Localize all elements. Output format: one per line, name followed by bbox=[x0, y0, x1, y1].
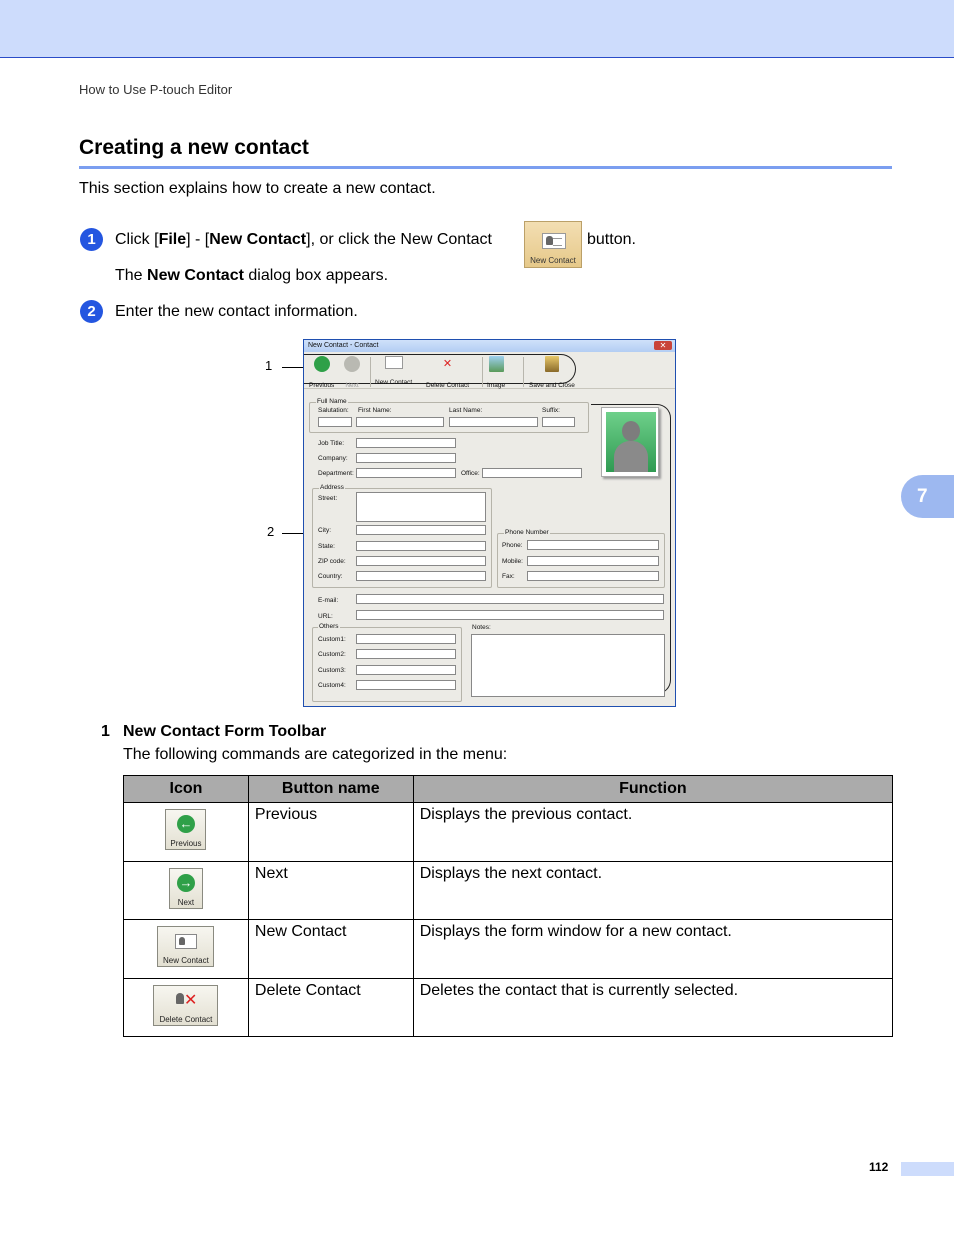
notes-label: Notes: bbox=[472, 624, 491, 631]
function-cell: Deletes the contact that is currently selected. bbox=[413, 979, 892, 1037]
city-field[interactable] bbox=[356, 525, 486, 535]
chapter-tab[interactable]: 7 bbox=[901, 475, 954, 518]
function-cell: Displays the next contact. bbox=[413, 862, 892, 920]
department-field[interactable] bbox=[356, 468, 456, 478]
phone-group-title: Phone Number bbox=[505, 529, 549, 536]
contact-photo[interactable] bbox=[601, 407, 659, 477]
dialog-toolbar bbox=[304, 352, 675, 389]
arrow-left-icon: ← bbox=[177, 815, 195, 833]
others-group-title: Others bbox=[319, 623, 339, 630]
last-name-field[interactable] bbox=[449, 417, 538, 427]
table-row bbox=[124, 920, 893, 979]
toolbar-save-close-button[interactable] bbox=[529, 356, 575, 389]
notes-textarea[interactable] bbox=[471, 634, 665, 697]
button-name-cell: Previous bbox=[248, 803, 413, 862]
button-name-cell: Next bbox=[248, 862, 413, 920]
last-name-label: Last Name: bbox=[449, 407, 483, 414]
item-description: The following commands are categorized in the menu: bbox=[123, 746, 508, 763]
custom3-field[interactable] bbox=[356, 665, 456, 675]
top-header-band bbox=[0, 0, 954, 58]
custom2-field[interactable] bbox=[356, 649, 456, 659]
custom4-field[interactable] bbox=[356, 680, 456, 690]
state-field[interactable] bbox=[356, 541, 486, 551]
mobile-field[interactable] bbox=[527, 556, 659, 566]
toolbar-save-close-label: Save and Close bbox=[529, 382, 575, 389]
address-group-title: Address bbox=[320, 484, 344, 491]
toolbar-image-label: Image bbox=[487, 382, 506, 389]
street-field[interactable] bbox=[356, 492, 486, 522]
city-label: City: bbox=[318, 527, 331, 534]
icon-cell bbox=[124, 979, 249, 1037]
toolbar-new-contact-button[interactable] bbox=[375, 356, 412, 386]
email-label: E-mail: bbox=[318, 597, 339, 604]
callout-1-number: 1 bbox=[265, 358, 273, 373]
custom3-label: Custom3: bbox=[318, 667, 346, 674]
url-label: URL: bbox=[318, 613, 333, 620]
toolbar-separator bbox=[482, 357, 483, 387]
image-icon bbox=[489, 356, 504, 372]
title-divider bbox=[79, 166, 892, 169]
column-header-button-name: Button name bbox=[248, 776, 413, 803]
toolbar-next-label: Next bbox=[345, 382, 359, 389]
street-label: Street: bbox=[318, 495, 338, 502]
callout-2-number: 2 bbox=[267, 524, 275, 539]
arrow-left-icon bbox=[314, 356, 330, 372]
salutation-field[interactable] bbox=[318, 417, 352, 427]
first-name-field[interactable] bbox=[356, 417, 444, 427]
step-1-text-end: button. bbox=[587, 231, 636, 248]
arrow-right-icon: → bbox=[177, 874, 195, 892]
office-field[interactable] bbox=[482, 468, 582, 478]
section-intro: This section explains how to create a new contact. bbox=[79, 180, 436, 197]
mobile-label: Mobile: bbox=[502, 558, 523, 565]
footer-band bbox=[901, 1162, 954, 1176]
new-contact-button-caption: New Contact bbox=[530, 256, 576, 265]
icon-cell bbox=[124, 862, 249, 920]
step-2-number: 2 bbox=[80, 300, 103, 323]
section-title: Creating a new contact bbox=[79, 136, 309, 159]
running-header: How to Use P-touch Editor bbox=[79, 82, 233, 97]
suffix-field[interactable] bbox=[542, 417, 575, 427]
toolbar-previous-label: Previous bbox=[309, 382, 335, 389]
department-label: Department: bbox=[318, 470, 354, 477]
page-number: 112 bbox=[869, 1160, 889, 1174]
step-2-text: Enter the new contact information. bbox=[115, 303, 358, 320]
custom1-field[interactable] bbox=[356, 634, 456, 644]
fax-label: Fax: bbox=[502, 573, 515, 580]
table-header-row bbox=[124, 776, 893, 803]
state-label: State: bbox=[318, 543, 335, 550]
delete-x-icon: ✕ bbox=[442, 358, 453, 370]
full-name-group-title: Full Name bbox=[317, 398, 347, 405]
contact-card-icon bbox=[385, 356, 403, 369]
phone-field[interactable] bbox=[527, 540, 659, 550]
person-silhouette-icon bbox=[606, 412, 656, 472]
previous-button-icon: ← Previous bbox=[165, 809, 206, 850]
step-1-result: The New Contact dialog box appears. bbox=[115, 267, 389, 284]
new-contact-dialog bbox=[303, 339, 676, 707]
toolbar-next-button[interactable] bbox=[344, 356, 360, 389]
toolbar-commands-table bbox=[123, 775, 893, 1037]
close-icon[interactable]: ✕ bbox=[654, 341, 672, 350]
job-title-label: Job Title: bbox=[318, 440, 345, 447]
delete-x-icon: ✕ bbox=[183, 992, 198, 1009]
toolbar-image-button[interactable] bbox=[487, 356, 505, 389]
phone-label: Phone: bbox=[502, 542, 523, 549]
icon-cell bbox=[124, 803, 249, 862]
function-cell: Displays the previous contact. bbox=[413, 803, 892, 862]
contact-card-icon bbox=[175, 934, 197, 949]
column-header-icon: Icon bbox=[124, 776, 249, 803]
country-label: Country: bbox=[318, 573, 343, 580]
delete-contact-button-icon: ✕ Delete Contact bbox=[153, 985, 218, 1026]
table-row bbox=[124, 862, 893, 920]
toolbar-previous-button[interactable] bbox=[309, 356, 334, 389]
function-cell: Displays the form window for a new contact. bbox=[413, 920, 892, 979]
item-heading: 1 New Contact Form Toolbar bbox=[101, 723, 327, 740]
zip-field[interactable] bbox=[356, 556, 486, 566]
company-label: Company: bbox=[318, 455, 348, 462]
dialog-title: New Contact - Contact bbox=[308, 342, 379, 349]
suffix-label: Suffix: bbox=[542, 407, 560, 414]
table-row bbox=[124, 803, 893, 862]
toolbar-separator bbox=[370, 357, 371, 387]
custom4-label: Custom4: bbox=[318, 682, 346, 689]
dialog-titlebar bbox=[304, 340, 675, 352]
save-close-icon bbox=[545, 356, 559, 372]
zip-label: ZIP code: bbox=[318, 558, 346, 565]
toolbar-separator bbox=[523, 357, 524, 387]
office-label: Office: bbox=[461, 470, 480, 477]
new-contact-button-image bbox=[524, 221, 582, 268]
custom2-label: Custom2: bbox=[318, 651, 346, 658]
first-name-label: First Name: bbox=[358, 407, 392, 414]
person-icon bbox=[176, 993, 184, 1004]
country-field[interactable] bbox=[356, 571, 486, 581]
step-1-number: 1 bbox=[80, 228, 103, 251]
button-name-cell: Delete Contact bbox=[248, 979, 413, 1037]
step-1-text: Click [File] - [New Contact], or click the New Contact bbox=[115, 231, 492, 248]
fax-field[interactable] bbox=[527, 571, 659, 581]
salutation-label: Salutation: bbox=[318, 407, 349, 414]
icon-cell bbox=[124, 920, 249, 979]
new-contact-button-icon: New Contact bbox=[157, 926, 214, 967]
toolbar-delete-contact-button[interactable] bbox=[426, 356, 469, 389]
contact-card-icon bbox=[542, 233, 566, 249]
email-field[interactable] bbox=[356, 594, 664, 604]
column-header-function: Function bbox=[413, 776, 892, 803]
toolbar-new-contact-label: New Contact bbox=[375, 379, 413, 386]
company-field[interactable] bbox=[356, 453, 456, 463]
arrow-right-icon bbox=[344, 356, 360, 372]
button-name-cell: New Contact bbox=[248, 920, 413, 979]
toolbar-delete-contact-label: Delete Contact bbox=[426, 382, 469, 389]
job-title-field[interactable] bbox=[356, 438, 456, 448]
table-row bbox=[124, 979, 893, 1037]
url-field[interactable] bbox=[356, 610, 664, 620]
custom1-label: Custom1: bbox=[318, 636, 346, 643]
next-button-icon: → Next bbox=[169, 868, 203, 909]
